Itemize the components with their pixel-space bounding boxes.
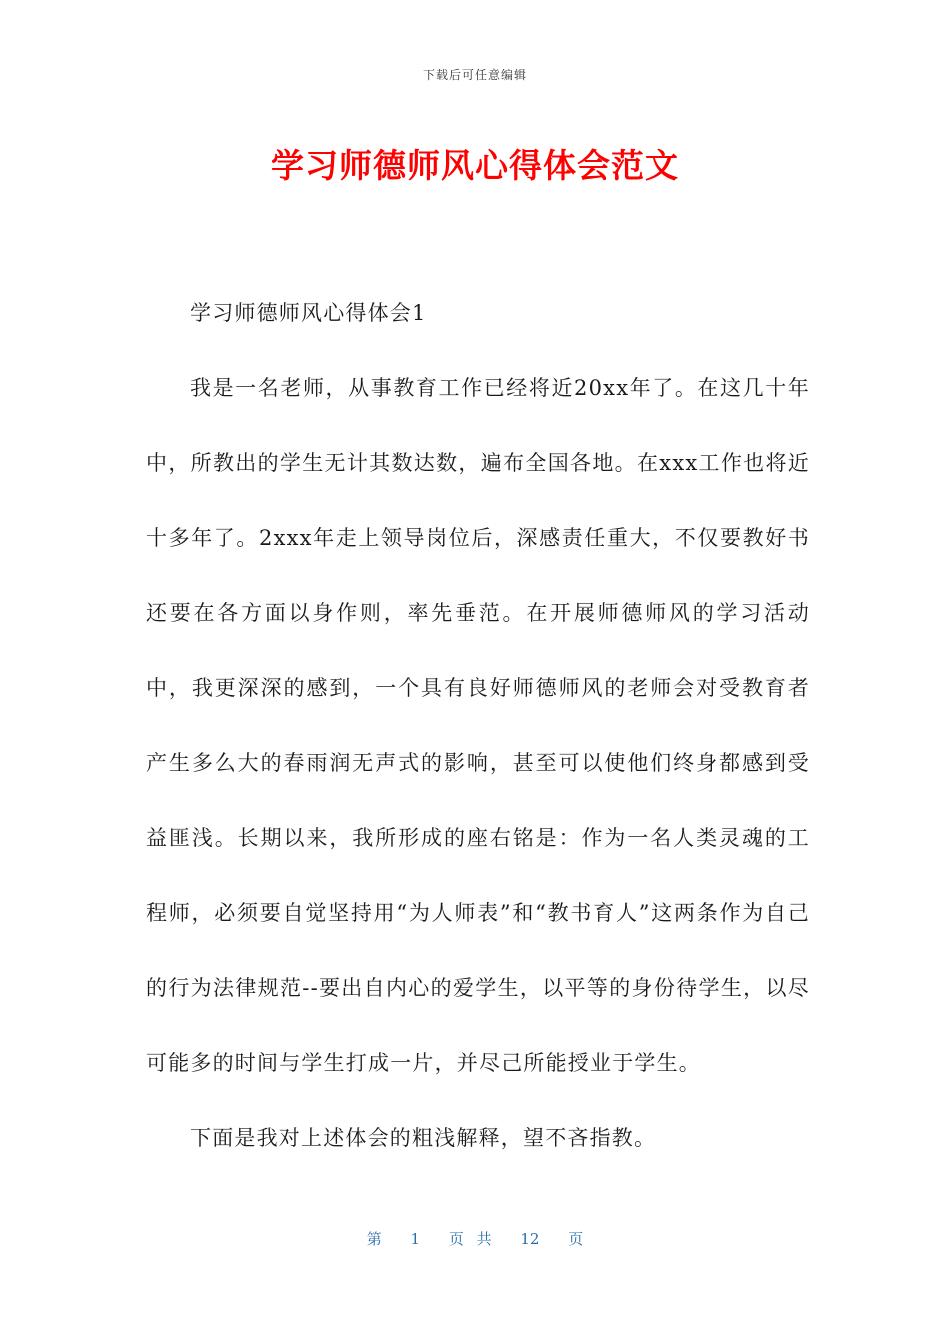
footer-page-number: 1 <box>410 1230 421 1248</box>
body-paragraph: 我是一名老师，从事教育工作已经将近20xx年了。在这几十年中，所教出的学生无计其数达数，遍布全国各地。在xxx工作也将近十多年了。2xxx年走上领导岗位后，深感责任重大，不仅要教好书还要在各方面以身作则，率先垂范。在开展师德师风的学习活动中，我更深深的感到，一个具有良好师德师风的老师会对受教育者产生多么大的春雨润无声式的影响，甚至可以使他们终身都感到受益匪浅。长期以来，我所形成的座右铭是：作为一名人类灵魂的工程师，必须要自觉坚持用“为人师表”和“教书育人”这两条作为自己的行为法律规范--要出自内心的爱学生，以平等的身份待学生，以尽可能多的时间与学生打成一片，并尽己所能授业于学生。 <box>146 376 810 1075</box>
section-heading: 学习师德师风心得体会1 <box>190 301 427 325</box>
document-body <box>146 276 810 1176</box>
header-note: 下载后可任意编辑 <box>422 68 527 82</box>
footer-pages-suffix: 页 <box>568 1230 584 1248</box>
footer-total-pages: 12 <box>520 1230 540 1248</box>
document-title: 学习师德师风心得体会范文 <box>271 146 679 185</box>
footer-page-label: 第 <box>366 1230 382 1248</box>
page-footer <box>0 1228 950 1249</box>
footer-of-label: 页 共 <box>448 1230 492 1248</box>
body-paragraph: 下面是我对上述体会的粗浅解释，望不吝指教。 <box>190 1126 657 1150</box>
